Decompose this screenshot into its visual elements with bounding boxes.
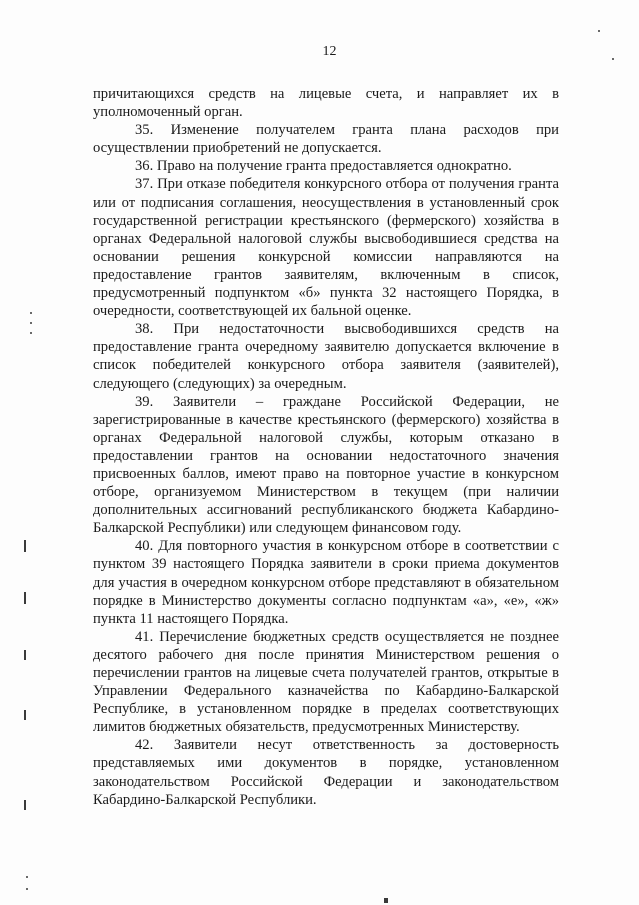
paragraph-35: 35. Изменение получателем гранта плана расходов при осуществлении приобретений не допускается. [93,122,559,157]
scan-mark [26,876,28,878]
scan-mark [30,332,32,334]
scan-mark [384,898,388,903]
paragraph-36: 36. Право на получение гранта предоставляется однократно. [135,158,512,175]
paragraph-39: 39. Заявители – граждане Российской Федерации, не зарегистрированные в качестве крестьянского (фермерского) хозяйства в органах Федеральной налоговой службы, которым отказано в предоставлении грантов на основании недостаточного значения присвоенных баллов, имеют право на повторное участие в конкурсном отборе, организуемом Министерством в текущем (при наличии дополнительных ассигнований республиканского бюджета Кабардино-Балкарской Республики) или следующем финансовом году. [93,393,559,537]
document-body [93,85,559,809]
paragraph-41: 41. Перечисление бюджетных средств осуществляется не позднее десятого рабочего дня после принятия Министерством решения о перечислении грантов на лицевые счета получателей грантов, открытые в Управлении Федерального казначейства по Кабардино-Балкарской Республике, в установленном порядке в пределах соответствующих лимитов бюджетных обязательств, предусмотренных Министерству. [93,628,559,736]
paragraph-38: 38. При недостаточности высвободившихся средств на предоставление гранта очередному заявителю допускается включение в список победителей конкурсного отбора заявителя (заявителей), следующего (следующих) за очередным. [93,321,559,392]
scan-mark [24,710,26,720]
page-number: 12 [322,44,337,59]
paragraph-37: 37. При отказе победителя конкурсного отбора от получения гранта или от подписания соглашения, неосуществления в установленный срок государственной регистрации крестьянского (фермерского) хозяйства в органах Федеральной налоговой службы высвободившиеся средства на основании решения конкурсной комиссии направляются на предоставление грантов заявителям, включенным в список, предусмотренный подпунктом «б» пункта 32 настоящего Порядка, в очередности, соответствующей их бальной оценке. [93,176,559,320]
paragraph-continuation: причитающихся средств на лицевые счета, и направляет их в уполномоченный орган. [93,86,559,121]
scan-mark [30,312,32,314]
scan-mark [24,540,26,552]
scan-mark [24,800,26,810]
scan-mark [612,58,614,60]
scan-mark [24,650,26,660]
scan-mark [598,30,600,32]
paragraph-40: 40. Для повторного участия в конкурсном отборе в соответствии с пунктом 39 настоящего Порядка заявители в сроки приема документов для участия в очередном конкурсном отборе представляют в обязательном порядке в Министерство документы согласно подпунктам «а», «е», «ж» пункта 11 настоящего Порядка. [93,538,559,627]
scan-mark [26,888,28,890]
scan-mark [24,592,26,604]
paragraph-42: 42. Заявители несут ответственность за достоверность представляемых ими документов в порядке, установленном законодательством Российской Федерации и законодательством Кабардино-Балкарской Республики. [93,737,559,808]
scan-mark [30,322,32,324]
